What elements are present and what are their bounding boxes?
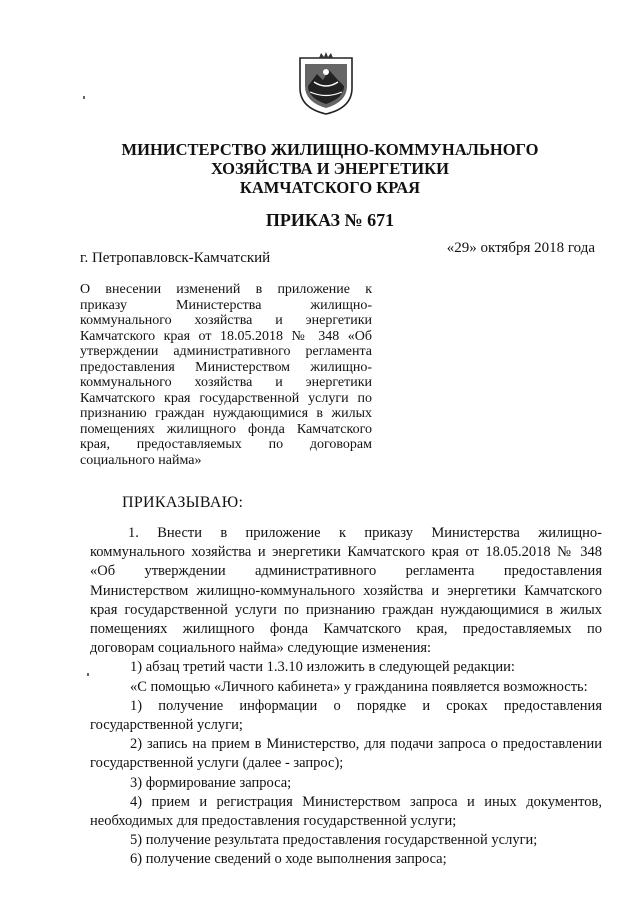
ministry-line: КАМЧАТСКОГО КРАЯ bbox=[239, 178, 421, 197]
body-line: 1) абзац третий части 1.3.10 изложить в следующей редакции: bbox=[130, 659, 515, 676]
subject-line: коммунального хозяйства и энергетики bbox=[80, 375, 372, 390]
subject-line: Камчатского края государственной услуги по bbox=[80, 390, 372, 406]
body-line: края государственной услуги по признанию граждан нуждающимися в жилых bbox=[90, 601, 602, 618]
city: г. Петропавловск-Камчатский bbox=[80, 250, 271, 266]
body-line: государственной услуги (далее - запрос); bbox=[90, 755, 344, 772]
subject-line: признанию граждан нуждающимися в жилых bbox=[80, 406, 372, 421]
body-line: 3) формирование запроса; bbox=[130, 774, 292, 791]
body-line: договорам социального найма» следующие изменения: bbox=[90, 640, 432, 657]
subject-line: социального найма» bbox=[80, 452, 202, 468]
body-line: «С помощью «Личного кабинета» у гражданина появляется возможность: bbox=[130, 678, 588, 695]
subject-line: помещениях жилищного фонда Камчатского bbox=[80, 421, 372, 437]
body-line: 2) запись на прием в Министерство, для подачи запроса о предоставлении bbox=[130, 736, 602, 753]
ministry-line: ХОЗЯЙСТВА И ЭНЕРГЕТИКИ bbox=[211, 159, 449, 178]
subject-line: Камчатского края от 18.05.2018 № 348 «Об bbox=[80, 328, 372, 344]
body-line: помещениях жилищного фонда Камчатского края, предоставляемых по bbox=[90, 621, 602, 638]
subject-line: края, предоставляемых по договорам bbox=[80, 437, 372, 452]
order-body bbox=[90, 524, 602, 870]
body-line: необходимых для предоставления государственной услуги; bbox=[90, 813, 457, 830]
body-line: Министерством жилищно-коммунального хозяйства и энергетики Камчатского bbox=[90, 582, 602, 599]
subject-line: приказу Министерства жилищно- bbox=[80, 297, 372, 313]
body-line: 6) получение сведений о ходе выполнения запроса; bbox=[130, 851, 447, 868]
scan-speck bbox=[87, 673, 89, 676]
body-line: коммунального хозяйства и энергетики Камчатского края от 18.05.2018 № 348 bbox=[90, 544, 602, 561]
order-title: ПРИКАЗ № 671 bbox=[265, 210, 395, 230]
scan-speck bbox=[83, 96, 85, 99]
subject-line: предоставления Министерством жилищно- bbox=[80, 359, 372, 375]
body-line: 1. Внести в приложение к приказу Министерства жилищно- bbox=[128, 525, 602, 541]
subject-line: О внесении изменений в приложение к bbox=[80, 282, 372, 297]
body-line: 1) получение информации о порядке и сроках предоставления bbox=[130, 697, 602, 714]
ministry-name bbox=[80, 140, 580, 197]
body-line: «Об утверждении административного регламента предоставления bbox=[90, 563, 602, 580]
ministry-line: МИНИСТЕРСТВО ЖИЛИЩНО-КОММУНАЛЬНОГО bbox=[121, 140, 539, 159]
prikazyvayu-heading: ПРИКАЗЫВАЮ: bbox=[122, 494, 244, 511]
order-date: «29» октября 2018 года bbox=[446, 240, 595, 256]
subject-line: коммунального хозяйства и энергетики bbox=[80, 313, 372, 328]
body-line: 5) получение результата предоставления государственной услуги; bbox=[130, 832, 538, 849]
body-line: 4) прием и регистрация Министерством запроса и иных документов, bbox=[130, 793, 602, 810]
order-subject bbox=[80, 282, 372, 468]
subject-line: утверждении административного регламента bbox=[80, 344, 372, 359]
coat-of-arms-icon bbox=[297, 52, 355, 116]
body-line: государственной услуги; bbox=[90, 717, 243, 734]
